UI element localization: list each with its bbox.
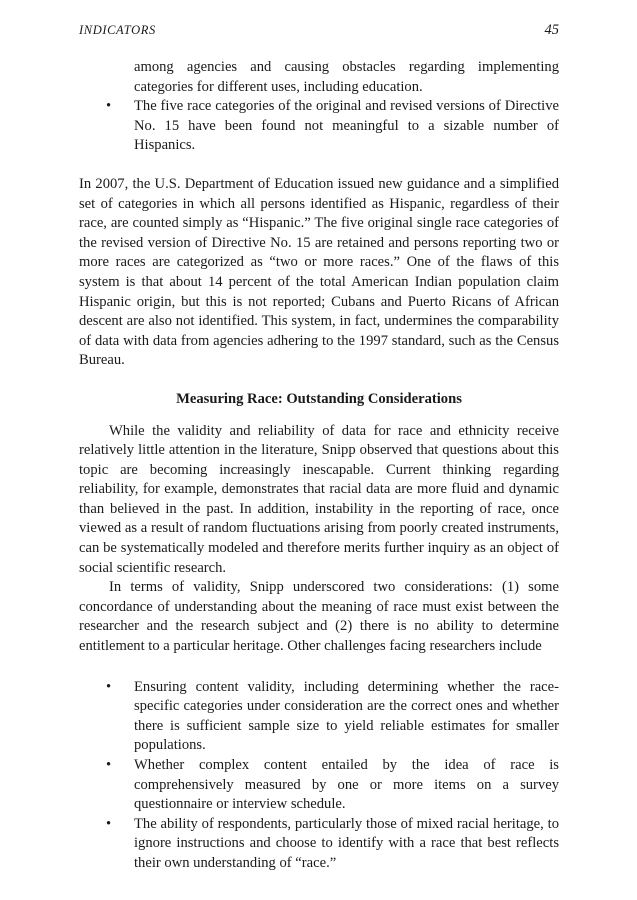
book-page [79, 22, 559, 874]
page-number: 45 [544, 22, 559, 38]
challenges-bullet-list [79, 678, 559, 874]
list-item [79, 815, 559, 874]
bullet-icon: • [106, 98, 112, 115]
top-bullet-list [79, 97, 559, 156]
section-heading: Measuring Race: Outstanding Considerations [176, 390, 462, 407]
bullet-text: Whether complex content entailed by the idea of race is comprehensively measured by one or more items on a survey questionnaire or interview schedule. [134, 757, 559, 813]
bullet-icon: • [106, 815, 112, 832]
list-item [79, 678, 559, 756]
bullet-icon: • [106, 678, 112, 695]
running-header [79, 22, 559, 42]
paragraph: In terms of validity, Snipp underscored two considerations: (1) some concordance of understanding about the meaning of race must exist between the researcher and the research subject and (2) there is no ability to determine entitlement to a particular heritage. Other challenges facing researchers include [79, 579, 559, 655]
bullet-text: Ensuring content validity, including determining whether the race-specific categories under consideration are the correct ones and whether there is sufficient sample size to yield reliable estimates for smaller populations. [134, 678, 559, 754]
list-item [79, 97, 559, 156]
bullet-text: The ability of respondents, particularly those of mixed racial heritage, to ignore instructions and choose to identify with a race that best reflects their own understanding of “race.” [134, 815, 559, 871]
running-title: INDICATORS [79, 23, 156, 37]
bullet-icon: • [106, 757, 112, 773]
bullet-text: The five race categories of the original and revised versions of Directive No. 15 have been found not meaningful to a sizable number of Hispanics. [134, 98, 559, 154]
paragraph-2007: In 2007, the U.S. Department of Education issued new guidance and a simplified set of categories in which all persons identified as Hispanic, regardless of their race, are counted simply as “Hispanic.” The five original single race categories of the revised version of Directive No. 15 are retained and persons reporting two or more races are categorized as “two or more races.” One of the flaws of this system is that about 14 percent of the total American Indian population claim Hispanic origin, but this is not reported; Cubans and Puerto Ricans of African descent are also not identified. This system, in fact, undermines the comparability of data with data from agencies adhering to the 1997 standard, such as the Census Bureau. [79, 175, 559, 369]
list-item [79, 756, 559, 815]
paragraph: While the validity and reliability of data for race and ethnicity receive relatively little attention in the literature, Snipp observed that questions about this topic are becoming increasingly inescapable. Current thinking regarding reliability, for example, demonstrates that racial data are more fluid and dynamic than believed in the past. In addition, instability in the reporting of race, once viewed as a result of random fluctuations arising from poorly created instruments, can be systematically modeled and therefore merits further inquiry as an object of social scientific research. [79, 422, 559, 576]
continued-bullet-text: among agencies and causing obstacles regarding implementing categories for different uses, including education. [134, 59, 559, 95]
